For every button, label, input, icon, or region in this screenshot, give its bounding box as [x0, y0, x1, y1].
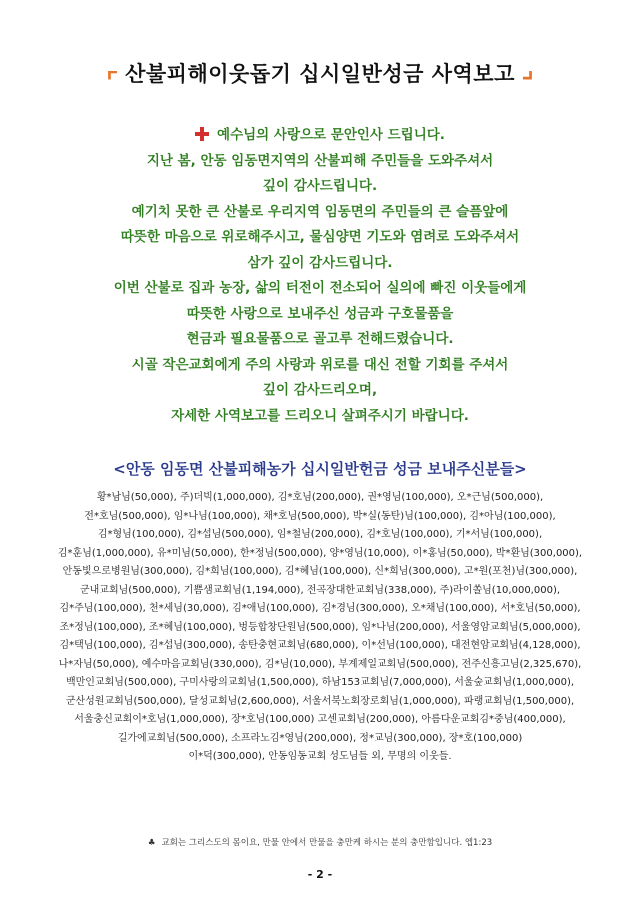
donor-line: 백만인교회님(500,000), 구미사랑의교회님(1,500,000), 하남153교회님(7,000,000), 서울숲교회님(1,000,000), — [65, 677, 575, 688]
donor-line: 김*주님(100,000), 천*세님(30,000), 김*애님(100,000), 김*경님(300,000), 오*채님(100,000), 서*호님(50,000), — [59, 603, 581, 614]
church-icon: ♣ — [147, 838, 156, 848]
donor-line: 김*형님(100,000), 김*섭님(500,000), 임*철님(200,000), 김*호님(100,000), 기*서님(100,000), — [97, 529, 543, 540]
donor-line: 이*덕(300,000), 안동임동교회 성도님들 외, 무명의 이웃들. — [188, 751, 452, 762]
greeting-line: 삼가 깊이 감사드립니다. — [247, 254, 393, 271]
footer-verse — [0, 836, 640, 848]
greeting-line: 깊이 감사드립니다. — [262, 178, 378, 194]
donor-line: 황*남님(50,000), 주)더빅(1,000,000), 김*호님(200,000), 권*영님(100,000), 오*근님(500,000), — [96, 492, 544, 503]
donor-line: 안동빛으로병원님(300,000), 김*희님(100,000), 김*혜님(100,000), 신*희님(300,000), 고*원(포천)님(300,000), — [62, 566, 578, 577]
greeting-line: 깊이 감사드리오며, — [262, 382, 378, 398]
donor-line: 김*훈님(1,000,000), 유*미님(50,000), 한*정님(500,000), 양*영님(10,000), 이*홍님(50,000), 박*환님(300,000), — [57, 547, 583, 559]
red-cross-icon — [195, 127, 209, 141]
donor-line: 조*정님(100,000), 조*혜님(100,000), 벙등합창단원님(500,000), 임*나님(200,000), 서울영암교회님(5,000,000), — [59, 621, 581, 633]
donor-list-heading: <안동 임동면 산불피해농가 십시일반헌금 성금 보내주신분들> — [113, 460, 527, 478]
greeting-line: 이번 산불로 집과 농장, 삶의 터전이 전소되어 실의에 빠진 이웃들에게 — [113, 280, 527, 296]
page-title — [0, 58, 640, 88]
corner-bracket-right-icon — [523, 71, 532, 80]
donor-line: 길가에교회님(500,000), 소프라노김*영님(200,000), 정*교님(300,000), 장*호(100,000) — [117, 732, 523, 744]
donor-line: 나*자님(50,000), 예수마음교회님(330,000), 김*님(10,000), 부계제일교회님(500,000), 전주신흥고님(2,325,670), — [58, 658, 582, 670]
donor-line: 김*택님(100,000), 김*섭님(300,000), 송탄충현교회님(680,000), 이*선님(100,000), 대전현암교회님(4,128,000), — [59, 640, 581, 651]
donor-line: 군산성원교회님(500,000), 달성교회님(2,600,000), 서울서북노회장로회님(1,000,000), 파랭교회님(1,500,000), — [65, 695, 575, 707]
greeting-line: 지난 봄, 안동 임동면지역의 산불피해 주민들을 도와주셔서 — [146, 152, 494, 169]
greeting-line: 예기치 못한 큰 산불로 우리지역 임동면의 주민들의 큰 슬픔앞에 — [131, 203, 509, 220]
greeting-message — [0, 123, 640, 429]
donor-line: 서울충신교회이*호님(1,000,000), 장*호님(100,000) 고센교회님(200,000), 아름다운교회김*중님(400,000), — [74, 714, 566, 725]
greeting-line: 현금과 필요물품으로 골고루 전해드렸습니다. — [186, 331, 454, 347]
footer-verse-text: 교회는 그리스도의 몸이요, 만물 안에서 만물을 충만케 하시는 분의 충만함입니다. 엡1:23 — [161, 838, 493, 848]
greeting-line: 따뜻한 사랑으로 보내주신 성금과 구호물품을 — [186, 305, 454, 322]
corner-bracket-left-icon — [108, 71, 117, 80]
donor-list — [0, 489, 640, 767]
greeting-line: 자세한 사역보고를 드리오니 살펴주시기 바랍니다. — [171, 407, 469, 424]
greeting-line: 시골 작은교회에게 주의 사랑과 위로를 대신 전할 기회를 주셔서 — [131, 356, 509, 373]
greeting-line: 따뜻한 마음으로 위로해주시고, 물심양면 기도와 염려로 도와주셔서 — [120, 229, 520, 245]
page-number: - 2 - — [307, 868, 333, 881]
greeting-line: 예수님의 사랑으로 문안인사 드립니다. — [0, 123, 640, 149]
page-title-text: 산불피해이웃돕기 십시일반성금 사역보고 — [125, 62, 515, 86]
donor-line: 전*호님(500,000), 임*나님(100,000), 채*호님(500,000), 박*실(동탄)님(100,000), 김*아님(100,000), — [84, 510, 556, 522]
donor-line: 군내교회님(500,000), 기쁨샘교회님(1,194,000), 전곡장대한교회님(338,000), 주)라이쏠님(10,000,000), — [79, 584, 561, 596]
